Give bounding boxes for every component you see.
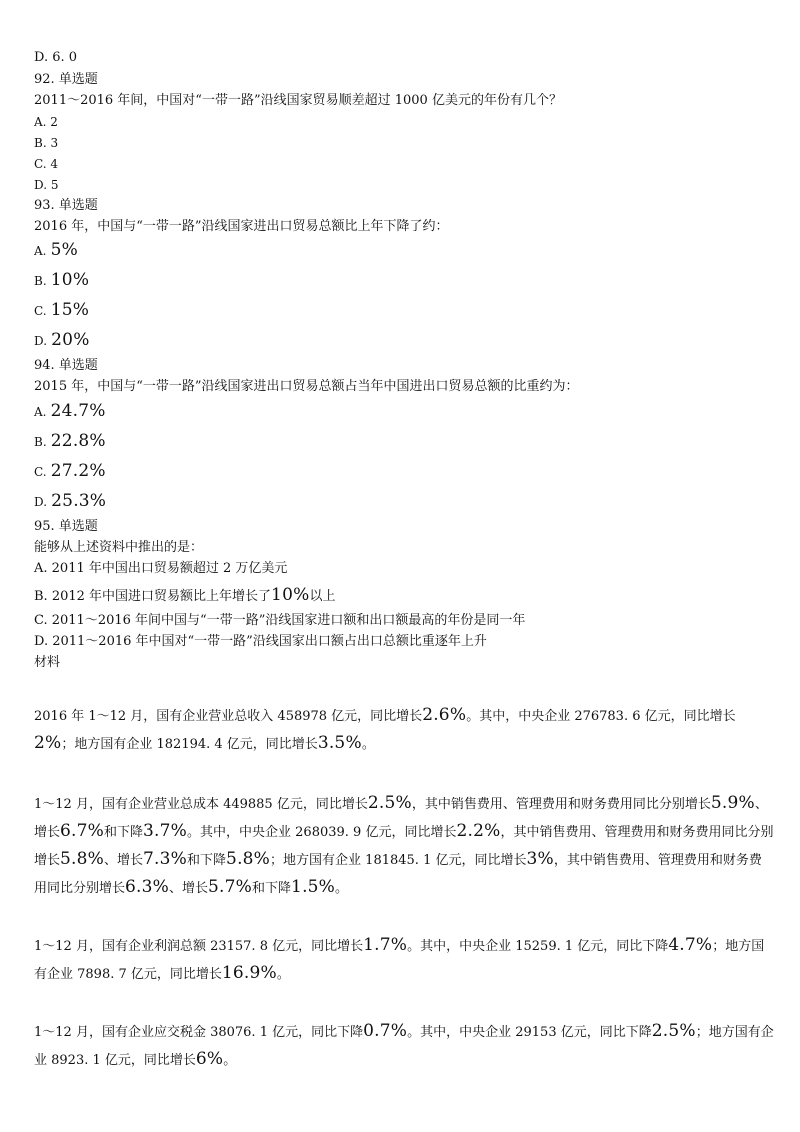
q93-header: 93. 单选题 — [34, 198, 98, 213]
q93-option-c[interactable] — [34, 300, 89, 322]
q92-option-a[interactable]: A. 2 — [34, 115, 58, 129]
percent-value: 3% — [526, 849, 554, 869]
q92-header: 92. 单选题 — [34, 72, 98, 87]
q94-option-d[interactable] — [34, 491, 106, 513]
material-paragraph-3 — [34, 932, 774, 988]
text-fragment: ；地方国有企业 182194. 4 亿元，同比增长 — [61, 737, 318, 752]
q94-option-b[interactable] — [34, 431, 106, 453]
option-value: 24.7% — [50, 401, 106, 421]
q95-option-a[interactable]: A. 2011 年中国出口贸易额超过 2 万亿美元 — [34, 561, 288, 576]
percent-value: 2% — [34, 733, 62, 753]
q94-option-a[interactable] — [34, 401, 106, 423]
text-fragment: 1～12 月，国有企业利润总额 23157. 8 亿元，同比增长 — [34, 939, 364, 954]
percent-value: 2.5% — [367, 793, 412, 813]
q95-option-d[interactable]: D. 2011～2016 年中国对“一带一路”沿线国家出口额占出口总额比重逐年上升 — [34, 634, 487, 649]
material-paragraph-4 — [34, 1018, 774, 1074]
text-fragment: 和下降 — [104, 825, 144, 840]
text-fragment: 1～12 月，国有企业应交税金 38076. 1 亿元，同比下降 — [34, 1025, 364, 1040]
percent-value: 6.3% — [125, 877, 170, 897]
text-fragment: ，其中销售费用、管理费用和财务费用同比分别增长 — [34, 853, 762, 896]
option-value: 5% — [50, 240, 78, 260]
text-fragment: 、增长 — [169, 881, 209, 896]
percent-value: 2.6% — [422, 705, 467, 725]
text-fragment: ，其中销售费用、管理费用和财务费用同比分别增长 — [411, 797, 711, 812]
text-fragment: 和下降 — [187, 853, 227, 868]
option-label: B. — [34, 435, 47, 449]
text-fragment: ；地方国有企业 8923. 1 亿元，同比增长 — [34, 1025, 774, 1068]
percent-value: 5.9% — [710, 793, 755, 813]
text-fragment: 。 — [361, 737, 375, 752]
q94-header: 94. 单选题 — [34, 358, 98, 373]
prev-option-d: D. 6. 0 — [34, 50, 78, 65]
text-fragment: 。其中，中央企业 268039. 9 亿元，同比增长 — [187, 825, 457, 840]
percent-value: 7.3% — [143, 849, 188, 869]
q94-stem: 2015 年，中国与“一带一路”沿线国家进出口贸易总额占当年中国进出口贸易总额的比重约为： — [34, 379, 579, 394]
option-label: D. — [34, 495, 48, 509]
text-fragment: ，其中销售费用、管理费用和财务费用同比分别增长 — [34, 825, 774, 868]
option-value: 27.2% — [50, 461, 106, 481]
text-fragment: 。其中，中央企业 29153 亿元，同比下降 — [407, 1025, 652, 1040]
text-fragment: 、增长 — [104, 853, 144, 868]
option-label: C. — [34, 465, 47, 479]
percent-value: 6.7% — [60, 821, 105, 841]
q93-stem: 2016 年，中国与“一带一路”沿线国家进出口贸易总额比上年下降了约： — [34, 219, 449, 234]
percent-value: 5.8% — [60, 849, 105, 869]
q92-option-d[interactable]: D. 5 — [34, 178, 59, 192]
text-fragment: 。其中，中央企业 15259. 1 亿元，同比下降 — [407, 939, 669, 954]
q95-option-b[interactable] — [34, 585, 335, 607]
option-value: 25.3% — [51, 491, 107, 511]
option-value: 20% — [51, 330, 90, 350]
percent-value: 0.7% — [363, 1021, 408, 1041]
q93-option-b[interactable] — [34, 270, 89, 292]
option-label: A. — [34, 405, 47, 419]
text-fragment: ；地方国有企业 7898. 7 亿元，同比增长 — [34, 939, 765, 982]
option-b-percent: 10% — [271, 585, 310, 605]
material-paragraph-2 — [34, 790, 774, 902]
q93-option-a[interactable] — [34, 240, 78, 262]
q95-header: 95. 单选题 — [34, 519, 98, 534]
option-value: 10% — [50, 270, 90, 290]
option-label: C. — [34, 304, 47, 318]
percent-value: 5.7% — [208, 877, 253, 897]
text-fragment: 2016 年 1～12 月，国有企业营业总收入 458978 亿元，同比增长 — [34, 709, 423, 724]
text-fragment: 和下降 — [252, 881, 292, 896]
q95-option-c[interactable]: C. 2011～2016 年间中国与“一带一路”沿线国家进口额和出口额最高的年份是同一年 — [34, 613, 526, 628]
q93-option-d[interactable] — [34, 330, 90, 352]
percent-value: 4.7% — [668, 935, 713, 955]
percent-value: 3.7% — [143, 821, 188, 841]
percent-value: 1.7% — [363, 935, 408, 955]
percent-value: 5.8% — [226, 849, 271, 869]
option-value: 15% — [50, 300, 90, 320]
percent-value: 16.9% — [221, 963, 277, 983]
text-fragment: 。其中，中央企业 276783. 6 亿元，同比增长 — [466, 709, 736, 724]
q92-stem: 2011～2016 年间，中国对“一带一路”沿线国家贸易顺差超过 1000 亿美元的年份有几个？ — [34, 93, 562, 108]
percent-value: 2.5% — [651, 1021, 696, 1041]
material-paragraph-1 — [34, 702, 774, 758]
percent-value: 1.5% — [291, 877, 336, 897]
text-fragment: ；地方国有企业 181845. 1 亿元，同比增长 — [270, 853, 527, 868]
option-label: D. — [34, 334, 48, 348]
percent-value: 3.5% — [317, 733, 362, 753]
percent-value: 2.2% — [456, 821, 501, 841]
option-b-suffix: 以上 — [309, 589, 336, 604]
percent-value: 6% — [195, 1049, 224, 1069]
option-b-text: B. 2012 年中国进口贸易额比上年增长了 — [34, 589, 272, 604]
option-value: 22.8% — [50, 431, 106, 451]
q95-stem: 能够从上述资料中推出的是： — [34, 540, 204, 555]
option-label: A. — [34, 244, 47, 258]
text-fragment: 。 — [223, 1053, 237, 1068]
q92-option-c[interactable]: C. 4 — [34, 157, 59, 171]
text-fragment: 、增长 — [34, 797, 768, 840]
option-label: B. — [34, 274, 47, 288]
material-title: 材料 — [34, 655, 61, 670]
text-fragment: 1～12 月，国有企业营业总成本 449885 亿元，同比增长 — [34, 797, 368, 812]
text-fragment: 。 — [276, 967, 290, 982]
q94-option-c[interactable] — [34, 461, 106, 483]
q92-option-b[interactable]: B. 3 — [34, 136, 59, 150]
text-fragment: 。 — [335, 881, 349, 896]
